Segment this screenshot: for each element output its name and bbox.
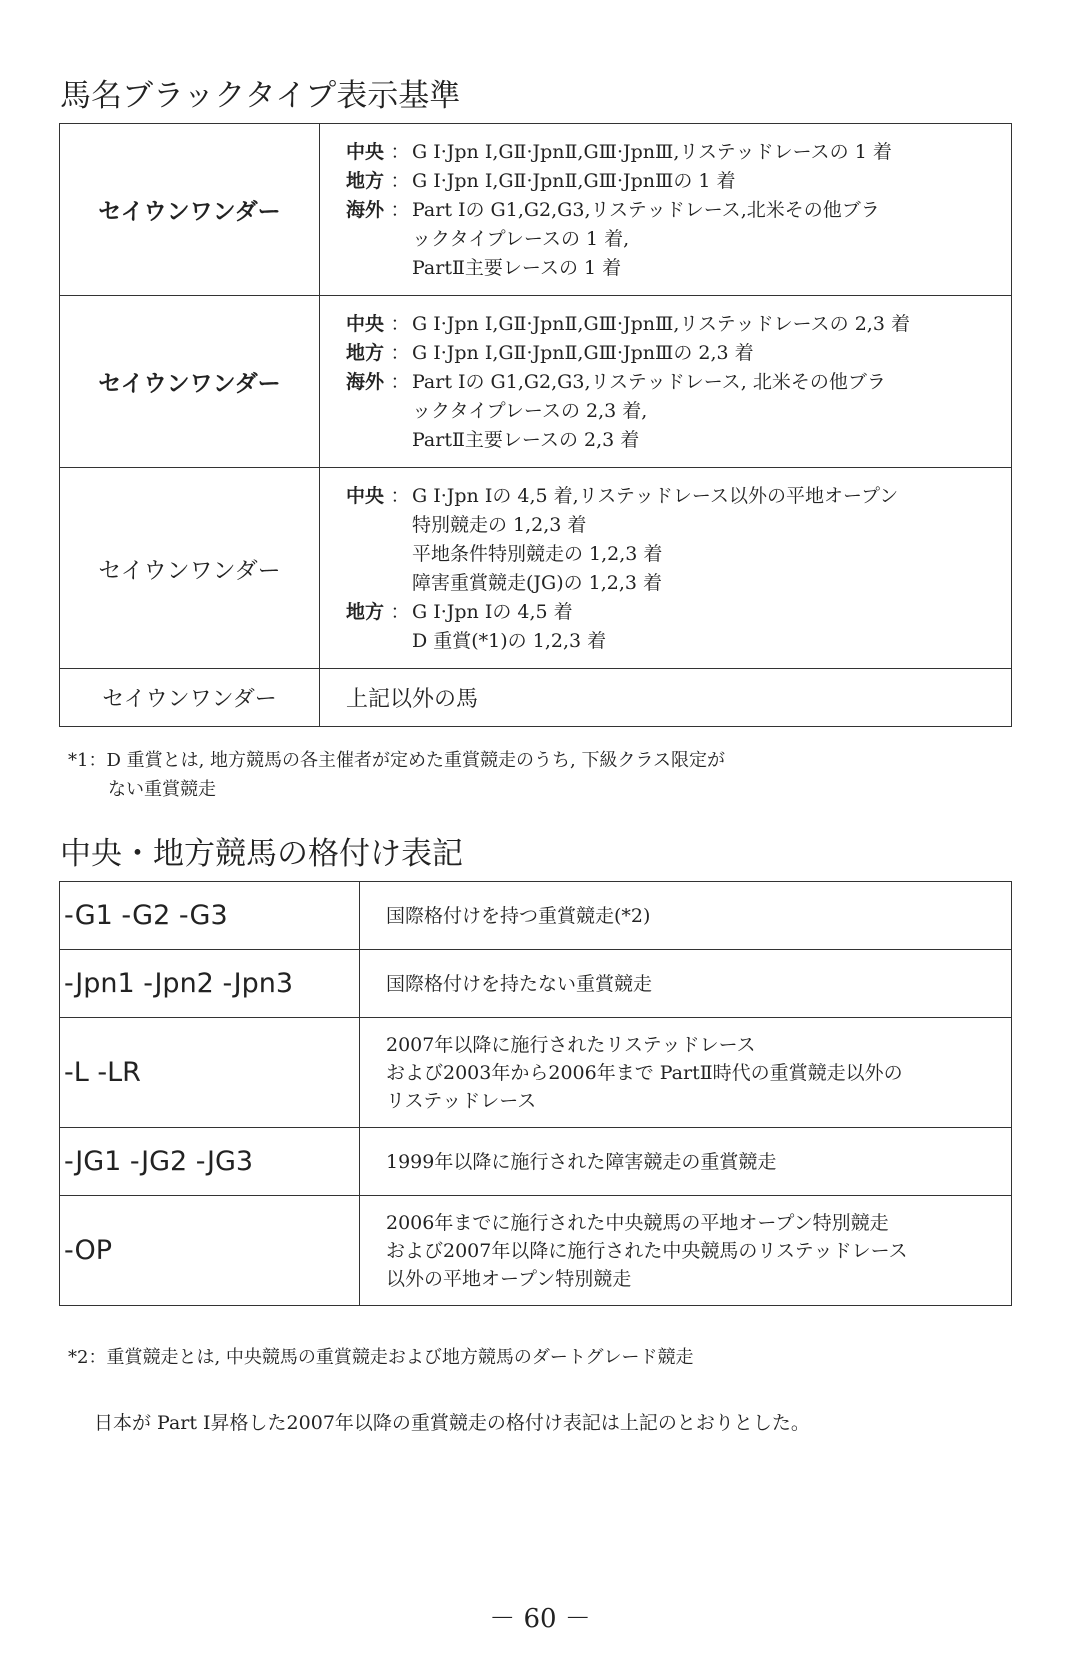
grade-code: -JG1 -JG2 -JG3 (60, 1128, 360, 1196)
table-row (60, 1128, 1012, 1196)
grade-code: -Jpn1 -Jpn2 -Jpn3 (60, 950, 360, 1018)
criteria-cell: 中央 ： G Ⅰ·Jpn Ⅰ,GⅡ·JpnⅡ,GⅢ·JpnⅢ,リステッドレースの 1 着 地方 ： G Ⅰ·Jpn Ⅰ,GⅡ·JpnⅡ,GⅢ·JpnⅢの 1 着 海外 ： Part Ⅰの G1,G2,G3,リステッドレース,北米その他ブラ ックタイプレースの 1 着, PartⅡ主要レースの 1 着 (320, 124, 1012, 296)
criteria-cell: 中央 ： G Ⅰ·Jpn Ⅰ,GⅡ·JpnⅡ,GⅢ·JpnⅢ,リステッドレースの 2,3 着 地方 ： G Ⅰ·Jpn Ⅰ,GⅡ·JpnⅡ,GⅢ·JpnⅢの 2,3 着 海外 ： Part Ⅰの G1,G2,G3,リステッドレース, 北米その他ブラ ックタイプレースの 2,3 着, PartⅡ主要レースの 2,3 着 (320, 296, 1012, 468)
horse-name: セイウンワンダー (60, 669, 320, 727)
section-title-grading: 中央・地方競馬の格付け表記 (60, 836, 463, 872)
grade-code: -G1 -G2 -G3 (60, 882, 360, 950)
grade-description: 2006年までに施行された中央競馬の平地オープン特別競走 および2007年以降に施行された中央競馬のリステッドレース 以外の平地オープン特別競走 (360, 1196, 1012, 1306)
horse-name: セイウンワンダー (60, 468, 320, 669)
footnote-2: *2：重賞競走とは, 中央競馬の重賞競走および地方競馬のダートグレード競走 (68, 1347, 694, 1368)
grading-table (59, 881, 1012, 1306)
horse-name: セイウンワンダー (60, 296, 320, 468)
table-row (60, 296, 1012, 468)
closing-statement: 日本が Part Ⅰ昇格した2007年以降の重賞競走の格付け表記は上記のとおりとした。 (94, 1412, 810, 1434)
grade-description: 2007年以降に施行されたリステッドレース および2003年から2006年まで PartⅡ時代の重賞競走以外の リステッドレース (360, 1018, 1012, 1128)
grade-description: 1999年以降に施行された障害競走の重賞競走 (360, 1128, 1012, 1196)
table-row (60, 124, 1012, 296)
table-row (60, 1018, 1012, 1128)
criteria-cell: 上記以外の馬 (320, 669, 1012, 727)
table-row (60, 950, 1012, 1018)
footnote-1: *1：D 重賞とは, 地方競馬の各主催者が定めた重賞競走のうち, 下級クラス限定が ない重賞競走 (68, 750, 725, 800)
page-number: － 60 － (489, 1604, 591, 1634)
table-row (60, 882, 1012, 950)
grade-description: 国際格付けを持たない重賞競走 (360, 950, 1012, 1018)
grade-code: -L -LR (60, 1018, 360, 1128)
criteria-cell: 中央 ： G Ⅰ·Jpn Ⅰの 4,5 着,リステッドレース以外の平地オープン 特別競走の 1,2,3 着 平地条件特別競走の 1,2,3 着 障害重賞競走(JG)の 1,2,3 着 地方 ： G Ⅰ·Jpn Ⅰの 4,5 着 D 重賞(*1)の 1,2,3 着 (320, 468, 1012, 669)
grade-description: 国際格付けを持つ重賞競走(*2) (360, 882, 1012, 950)
horse-name: セイウンワンダー (60, 124, 320, 296)
table-row (60, 669, 1012, 727)
table-row (60, 1196, 1012, 1306)
table-row (60, 468, 1012, 669)
grade-code: -OP (60, 1196, 360, 1306)
section-title-black-type: 馬名ブラックタイプ表示基準 (60, 78, 461, 114)
black-type-table (59, 123, 1012, 727)
